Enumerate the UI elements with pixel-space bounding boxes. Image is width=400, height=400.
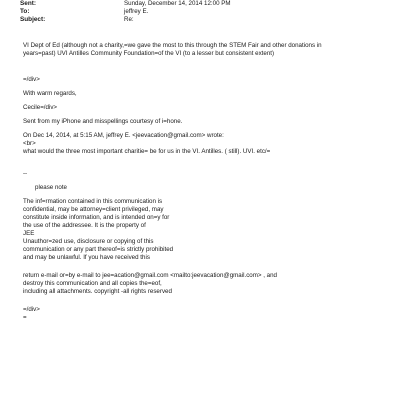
to-label: To: (20, 8, 30, 15)
subject-value: Re: (124, 16, 134, 23)
body-line: VI Dept of Ed (although not a charity,=we gave the most to this through the STEM Fair and other donations in (23, 42, 322, 49)
email-header (20, 0, 390, 24)
disclaimer-line: confidential, may be attorney=client privileged, may (23, 206, 164, 213)
body-line: = (23, 314, 27, 321)
email-body (23, 42, 393, 322)
disclaimer-line: The inf=rmation contained in this communication is (23, 198, 163, 205)
disclaimer-line: Unauthor=zed use, disclosure or copying of this (23, 238, 154, 245)
disclaimer-line: the use of the addressee. It is the property of (23, 222, 146, 229)
disclaimer-line: and may be unlawful. If you have received this (23, 254, 150, 261)
body-line: Cecile=/div> (23, 104, 58, 111)
to-value: jeffrey E. (124, 8, 149, 15)
signature-separator: -- (23, 170, 28, 177)
disclaimer-line: including all attachments. copyright -all rights reserved (23, 288, 172, 295)
subject-label: Subject: (20, 16, 46, 23)
body-line: what would the three most important charitie= be for us in the VI. Antilles. ( still). UVI. etc/= (23, 148, 271, 155)
body-line: years=past) UVI Antilles Community Foundation=of the VI (to a lesser but consistent extent) (23, 50, 275, 57)
quote-header: On Dec 14, 2014, at 5:15 AM, jeffrey E. <jeevacation@gmail.com> wrote: (23, 132, 224, 139)
subject-row (20, 16, 390, 24)
please-note: please note (35, 184, 67, 191)
disclaimer-line: communication or any part thereof=is strictly prohibited (23, 246, 174, 253)
body-line: Sent from my iPhone and misspellings courtesy of i=hone. (23, 118, 183, 125)
sent-value: Sunday, December 14, 2014 12:00 PM (124, 0, 231, 7)
sent-row (20, 0, 390, 8)
body-line: =/div> (23, 76, 40, 83)
to-row (20, 8, 390, 16)
sent-label: Sent: (20, 0, 36, 7)
body-line: <br> (23, 140, 36, 147)
disclaimer-line: return e-mail or=by e-mail to jee=acation@gmail.com <mailto:jeevacation@gmail.com> , and (23, 272, 277, 279)
body-line: =/div> (23, 306, 40, 313)
disclaimer-line: JEE (23, 230, 35, 237)
body-line: With warm regards, (23, 90, 77, 97)
disclaimer-line: destroy this communication and all copies the=eof, (23, 280, 162, 287)
disclaimer-line: constitute inside information, and is intended on=y for (23, 214, 170, 221)
